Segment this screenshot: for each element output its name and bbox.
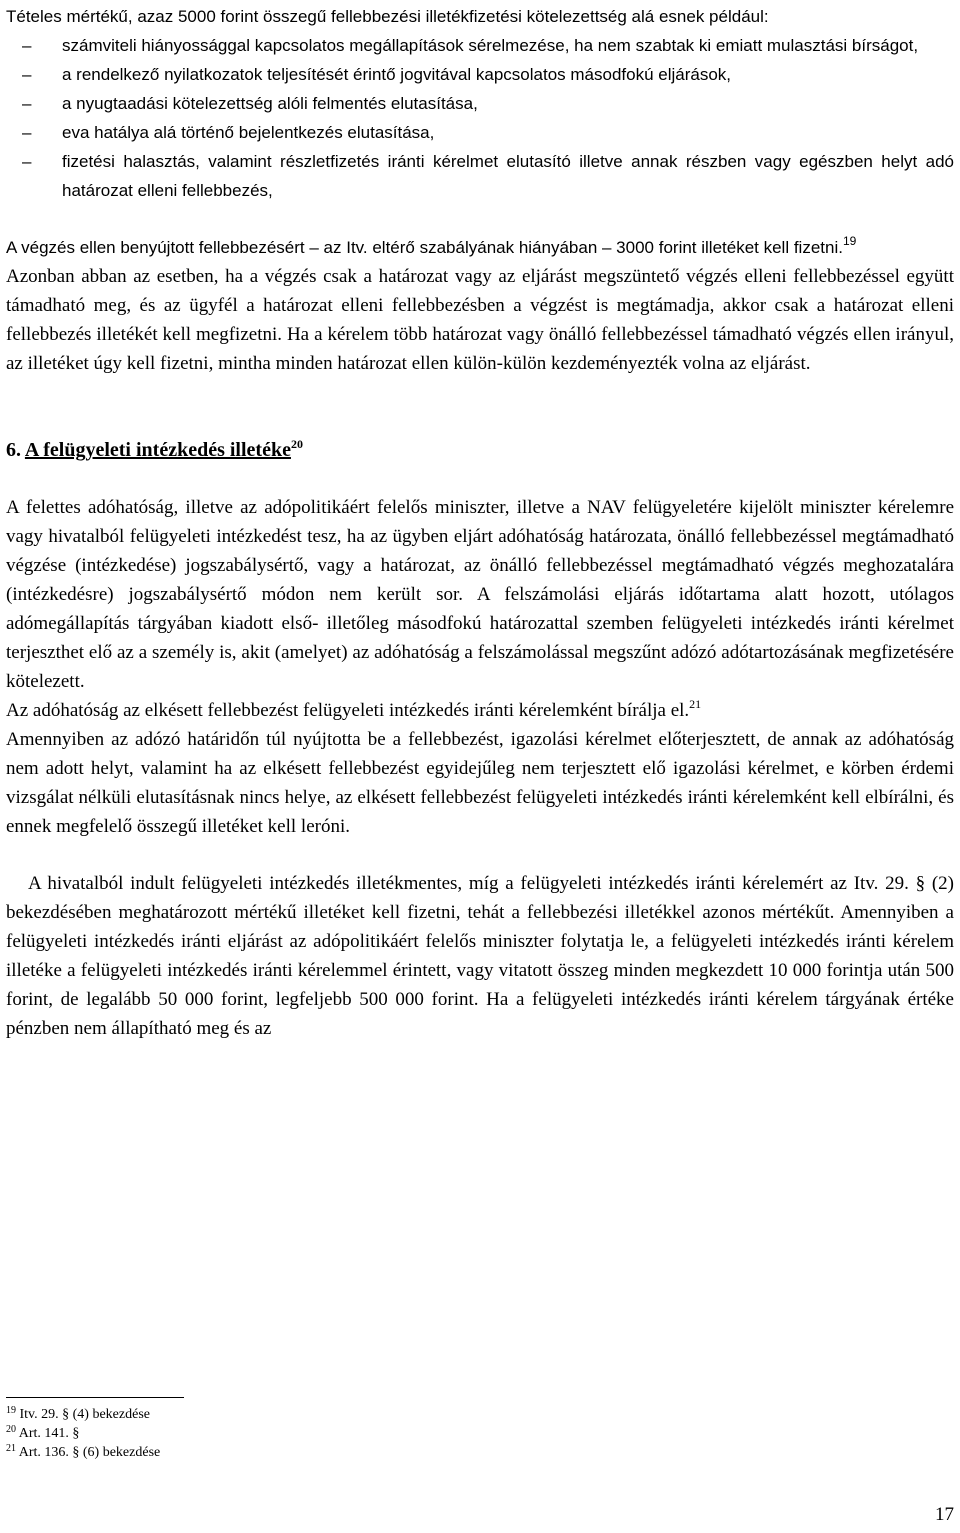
list-item (6, 60, 954, 89)
dash-marker: – (22, 36, 32, 55)
footnote-item (6, 1424, 160, 1443)
footnote-number: 19 (6, 1405, 16, 1416)
paragraph-amennyiben: Amennyiben az adózó határidőn túl nyújtotta be a fellebbezést, igazolási kérelmet előterjesztett, de annak az adóhatóság nem adott helyt, valamint ha az elkésett fellebbezést egyidejűleg nem terjesztett elő igazolási kérelmet, e körben érdemi vizsgálat nélküli elutasításnak nincs helye, az elkésett fellebbezést felügyeleti intézkedés iránti kérelemként kell elbírálni, és ennek megfelelő összegű illetéket kell leróni. (6, 729, 954, 837)
dash-marker: – (22, 94, 32, 113)
footnote-text: Art. 136. § (6) bekezdése (18, 1445, 161, 1460)
paragraph-elkesett-text: Az adóhatóság az elkésett fellebbezést felügyeleti intézkedés iránti kérelemként bírálja el. (6, 700, 690, 721)
paragraph-elkesett (6, 696, 954, 725)
footnote-number: 21 (6, 1443, 16, 1454)
list-item-text: számviteli hiányossággal kapcsolatos megállapítások sérelmezése, ha nem szabtak ki emiatt mulasztási bírságot, (62, 36, 919, 55)
paragraph-hivatalbol: A hivatalból indult felügyeleti intézkedés illetékmentes, míg a felügyeleti intézkedés iránti kérelemért az Itv. 29. § (2) bekezdésében meghatározott mértékű illetéket kell fizetni, tehát a fellebbezési illetékkel azonos mértékűt. Amennyiben a felügyeleti intézkedés iránti eljárást az adópolitikáért felelős miniszter folytatja le, a felügyeleti intézkedés iránti kérelem illetéke a felügyeleti intézkedés iránti kérelemmel érintett, vagy vitatott összeg minden megkezdett 10 000 forintja után 500 forint, de legalább 50 000 forint, legfeljebb 500 000 forint. Ha a felügyeleti intézkedés iránti kérelem tárgyának értéke pénzben nem állapítható meg és az (6, 873, 954, 1039)
dash-marker: – (22, 123, 32, 142)
dash-list (6, 31, 954, 205)
footnote-text: Art. 141. § (18, 1426, 80, 1441)
footnote-number: 20 (6, 1424, 16, 1435)
footnote-item (6, 1405, 160, 1424)
footnote-ref-19[interactable]: 19 (842, 234, 857, 248)
section-title: A felügyeleti intézkedés illetéke (24, 439, 291, 461)
list-item (6, 118, 954, 147)
footnotes (6, 1405, 160, 1462)
section-number: 6. (6, 439, 21, 461)
footnote-ref-20[interactable]: 20 (290, 437, 303, 451)
list-item (6, 147, 954, 205)
dash-marker: – (22, 152, 32, 171)
dash-marker: – (22, 65, 32, 84)
intro-paragraph: Tételes mértékű, azaz 5000 forint összegű fellebbezési illetékfizetési kötelezettség alá esnek például: (6, 7, 769, 26)
footnote-item (6, 1443, 160, 1462)
document-page (6, 0, 954, 1043)
list-item (6, 31, 954, 60)
paragraph-azonban: Azonban abban az esetben, ha a végzés csak a határozat vagy az eljárást megszüntető végzés elleni fellebbezéssel együtt támadható meg, és az ügyfél a határozat elleni fellebbezésben a végzést is megtámadja, akkor csak a határozat elleni fellebbezés illetékét kell megfizetni. Ha a kérelem több határozat vagy önálló fellebbezéssel támadható végzés ellen irányul, az illetéket úgy kell fizetni, mintha minden határozat ellen külön-külön kezdeményezték volna az eljárást. (6, 266, 954, 374)
paragraph-felettes: A felettes adóhatóság, illetve az adópolitikáért felelős miniszter, illetve a NAV felügyeletére kijelölt miniszter kérelemre vagy hivatalból felügyeleti intézkedést tesz, ha az ügyben eljárt adóhatóság határozata, önálló fellebbezéssel megtámadható végzése (intézkedése) jogszabálysértő, vagy a határozat, az önálló fellebbezéssel megtámadható végzés meghozatalára (intézkedésre) jogszabálysértő módon nem került sor. A felszámolási eljárás időtartama alatt hozott, utólagos adómegállapítás tárgyában kiadott első- illetőleg másodfokú határozattal szemben felügyeleti intézkedés iránti kérelmet terjeszthet elő az a személy is, akit (amelyet) az adóhatóság a felszámolással megszűnt adózó adótartozásának megfizetésére kötelezett. (6, 497, 954, 692)
footnote-ref-21[interactable]: 21 (689, 697, 702, 711)
list-item-text: fizetési halasztás, valamint részletfizetés iránti kérelmet elutasító illetve annak részben vagy egészben helyt adó határozat elleni fellebbezés, (62, 152, 954, 200)
footnote-text: Itv. 29. § (4) bekezdése (19, 1407, 150, 1422)
footnote-separator (6, 1397, 184, 1398)
list-item-text: eva hatálya alá történő bejelentkezés elutasítása, (62, 123, 435, 142)
paragraph-vegzes-text: A végzés ellen benyújtott fellebbezésért – az Itv. eltérő szabályának hiányában – 3000 forint illetéket kell fizetni. (6, 238, 843, 257)
section-heading (6, 436, 954, 465)
list-item-text: a nyugtaadási kötelezettség alóli felmentés elutasítása, (62, 94, 478, 113)
list-item (6, 89, 954, 118)
paragraph-vegzes (6, 233, 954, 262)
page-number: 17 (935, 1504, 954, 1525)
list-item-text: a rendelkező nyilatkozatok teljesítését érintő jogvitával kapcsolatos másodfokú eljárások, (62, 65, 732, 84)
